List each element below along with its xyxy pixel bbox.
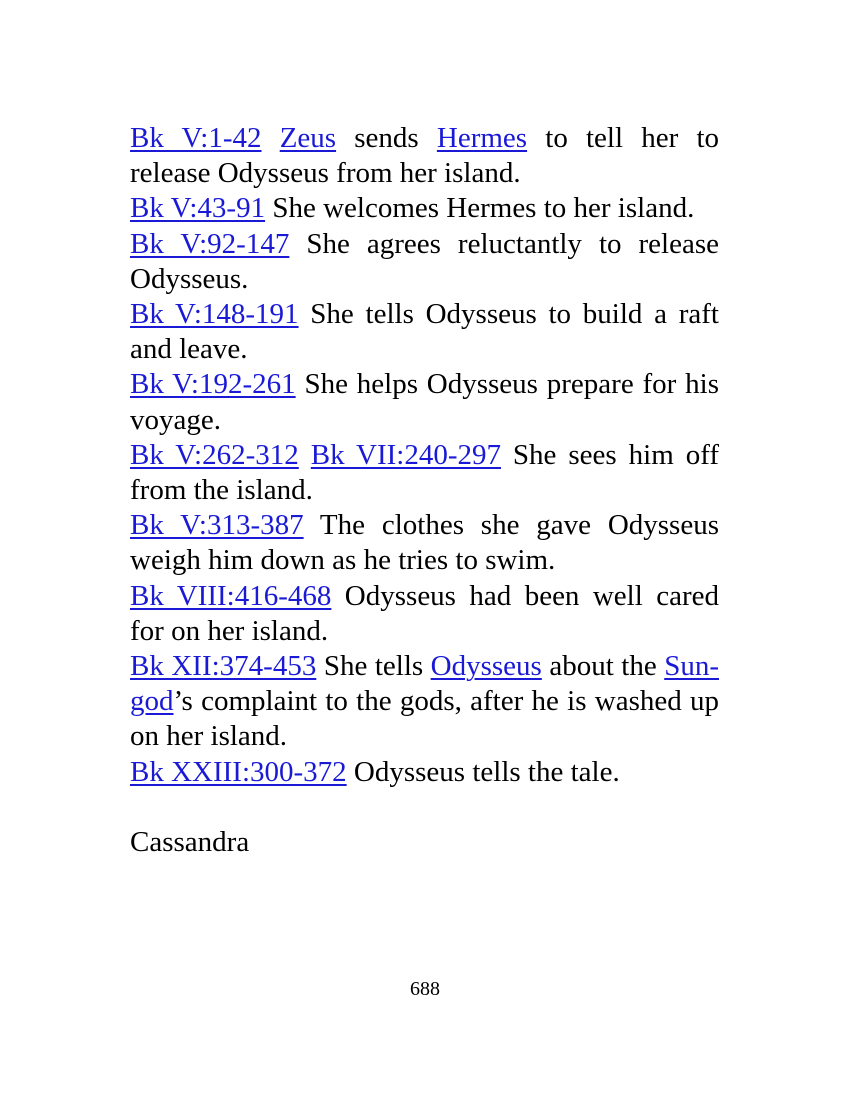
zeus-link[interactable]: Zeus (279, 122, 337, 154)
book-reference-link[interactable]: Bk V:1-42 (130, 122, 262, 154)
book-reference-link[interactable]: Bk V:262-312 (130, 438, 299, 471)
book-reference-link[interactable]: Bk VII:240-297 (310, 438, 501, 471)
sun-god-link[interactable]: Sun-god (130, 650, 719, 718)
book-reference-link[interactable]: Bk V:92-147 (130, 227, 290, 260)
entry-text: sends (336, 122, 437, 154)
entry-text: She helps Odysseus prepare for his voyage. (130, 368, 719, 436)
book-reference-link[interactable]: Bk V:43-91 (130, 192, 266, 225)
index-entry (130, 227, 719, 297)
index-entry (130, 508, 719, 578)
entry-text: about the (541, 650, 665, 683)
index-entry (130, 191, 719, 226)
index-entry (130, 755, 719, 790)
index-entry (130, 297, 719, 367)
book-reference-link[interactable]: Bk V:148-191 (130, 298, 299, 331)
index-entry (130, 438, 719, 508)
book-reference-link[interactable]: Bk VIII:416-468 (130, 579, 332, 612)
entry-text: She sees him off from the island. (130, 438, 719, 507)
odysseus-link[interactable]: Odysseus (430, 650, 542, 683)
index-entry (130, 649, 719, 755)
entry-text: to tell her to release Odysseus from her island. (130, 122, 719, 190)
entry-text: Odysseus had been well cared for on her island. (130, 579, 719, 647)
entry-text: ’s complaint to the gods, after he is washed up on her island. (130, 685, 719, 753)
index-entries (130, 121, 719, 860)
entry-text: She tells (316, 650, 431, 683)
book-reference-link[interactable]: Bk V:192-261 (130, 368, 296, 401)
book-reference-link[interactable]: Bk V:313-387 (130, 509, 304, 542)
entry-text (299, 439, 311, 471)
entry-text (262, 122, 280, 154)
hermes-link[interactable]: Hermes (436, 122, 528, 154)
entry-text: She tells Odysseus to build a raft and leave. (130, 298, 719, 366)
index-entry (130, 579, 719, 649)
entry-text: Odysseus tells the tale. (346, 755, 620, 788)
entry-text: She agrees reluctantly to release Odysseus. (130, 227, 719, 295)
index-entry (130, 121, 719, 191)
book-reference-link[interactable]: Bk XII:374-453 (130, 650, 317, 683)
entry-text: The clothes she gave Odysseus weigh him down as he tries to swim. (130, 509, 719, 577)
section-heading: Cassandra (130, 825, 250, 858)
page-number: 688 (410, 978, 440, 1000)
book-reference-link[interactable]: Bk XXIII:300-372 (130, 755, 347, 788)
entry-text: She welcomes Hermes to her island. (265, 192, 695, 225)
index-entry (130, 367, 719, 437)
